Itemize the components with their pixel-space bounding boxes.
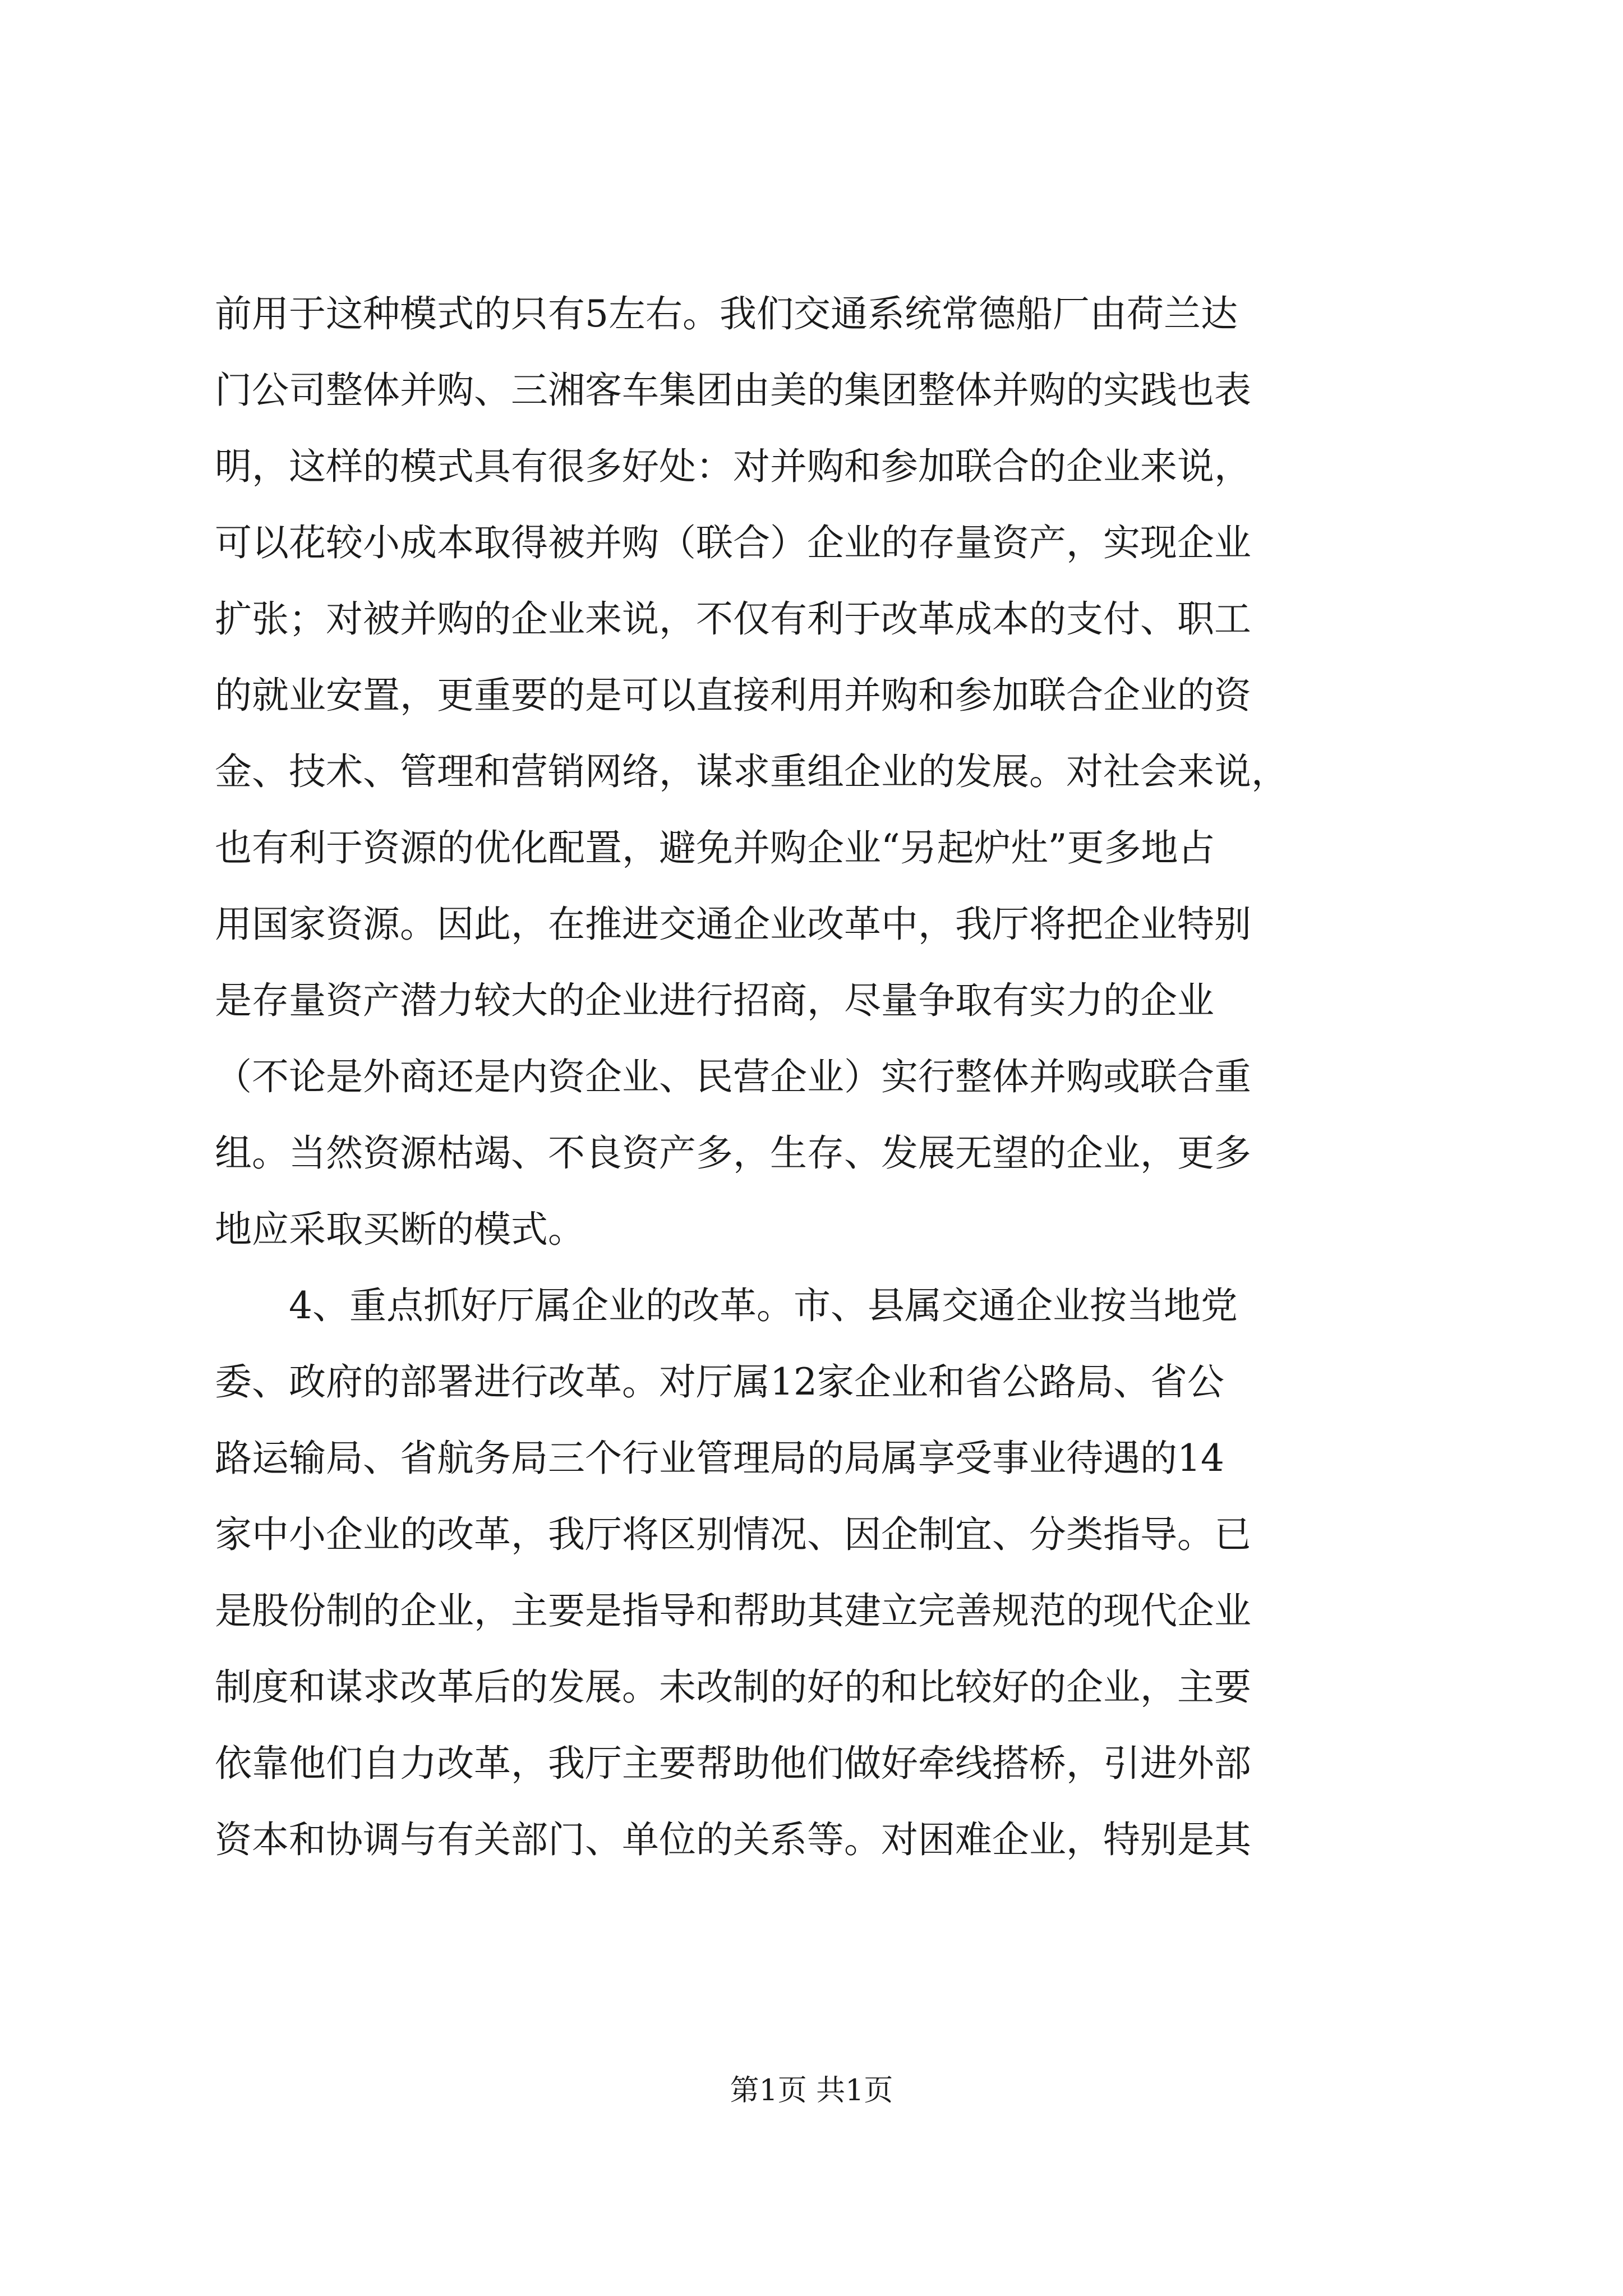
- text-line: 资本和协调与有关部门、单位的关系等。对困难企业，特别是其: [215, 1818, 1251, 1861]
- text-line: 前用于这种模式的只有5左右。我们交通系统常德船厂由荷兰达: [215, 292, 1238, 335]
- text-line: 的就业安置，更重要的是可以直接利用并购和参加联合企业的资: [215, 674, 1251, 717]
- text-line: 是股份制的企业，主要是指导和帮助其建立完善规范的现代企业: [215, 1589, 1251, 1632]
- text-line: 明，这样的模式具有很多好处：对并购和参加联合的企业来说，: [215, 445, 1251, 488]
- text-line: 用国家资源。因此，在推进交通企业改革中，我厅将把企业特别: [215, 903, 1251, 946]
- text-line: 扩张；对被并购的企业来说，不仅有利于改革成本的支付、职工: [215, 597, 1251, 641]
- text-line: 制度和谋求改革后的发展。未改制的好的和比较好的企业，主要: [215, 1665, 1251, 1709]
- text-line: 也有利于资源的优化配置，避免并购企业“另起炉灶”更多地占: [215, 826, 1215, 869]
- text-line: 委、政府的部署进行改革。对厅属12家企业和省公路局、省公: [215, 1360, 1224, 1404]
- text-line: 地应采取买断的模式。: [215, 1208, 585, 1251]
- text-line: 依靠他们自力改革，我厅主要帮助他们做好牵线搭桥，引进外部: [215, 1742, 1251, 1785]
- text-line: 可以花较小成本取得被并购（联合）企业的存量资产，实现企业: [215, 521, 1251, 564]
- paragraph-start-line: 4、重点抓好厅属企业的改革。市、县属交通企业按当地党: [289, 1284, 1238, 1327]
- text-line: 组。当然资源枯竭、不良资产多，生存、发展无望的企业，更多: [215, 1131, 1251, 1175]
- text-line: 门公司整体并购、三湘客车集团由美的集团整体并购的实践也表: [215, 369, 1251, 412]
- page-footer: 第1页 共1页: [730, 2074, 893, 2108]
- text-line: 路运输局、省航务局三个行业管理局的局属享受事业待遇的14: [215, 1437, 1224, 1480]
- text-line: 是存量资产潜力较大的企业进行招商，尽量争取有实力的企业: [215, 979, 1214, 1022]
- text-line: 金、技术、管理和营销网络，谋求重组企业的发展。对社会来说，: [215, 750, 1288, 793]
- text-line: 家中小企业的改革，我厅将区别情况、因企制宜、分类指导。已: [215, 1513, 1251, 1556]
- text-line: （不论是外商还是内资企业、民营企业）实行整体并购或联合重: [215, 1055, 1251, 1098]
